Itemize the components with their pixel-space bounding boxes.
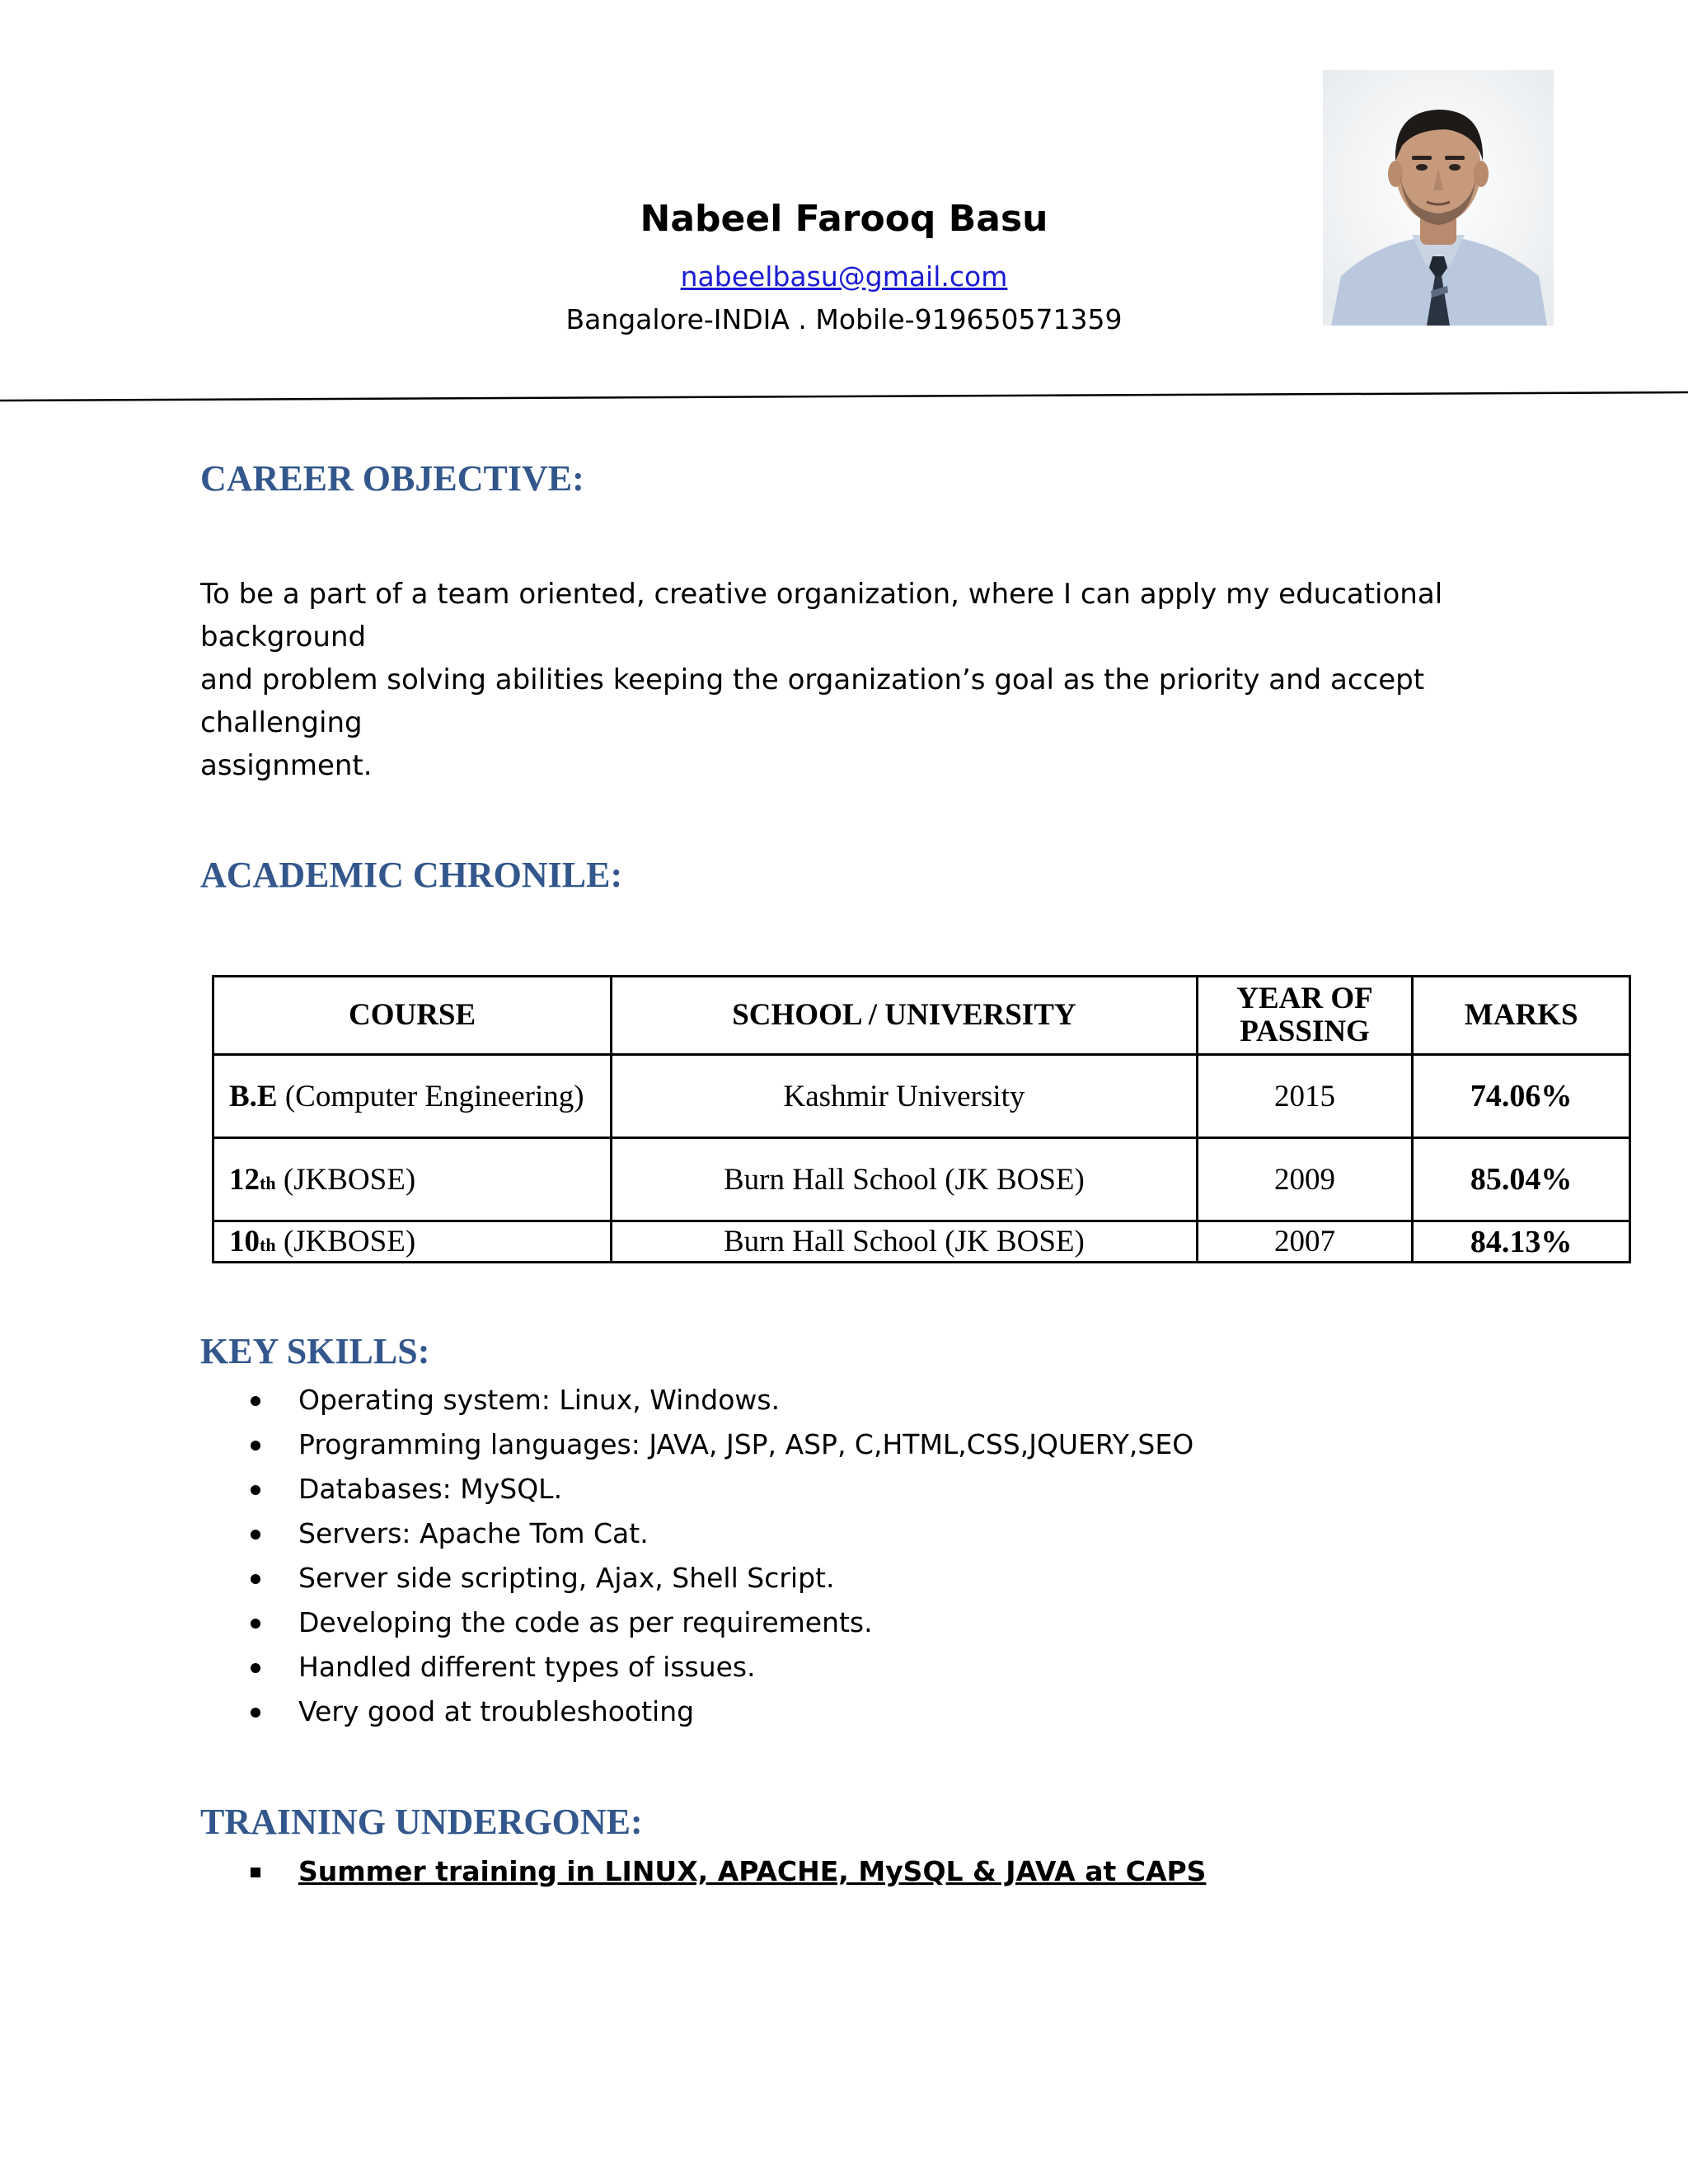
course-cell: 12th (JKBOSE)	[213, 1138, 612, 1221]
column-header-marks: MARKS	[1413, 977, 1630, 1055]
bullet-icon	[251, 1530, 260, 1540]
bullet-icon	[251, 1619, 260, 1629]
key-skills-list	[246, 1378, 1193, 1734]
training-heading: TRAINING UNDERGONE:	[200, 1802, 643, 1842]
marks-cell: 74.06%	[1413, 1055, 1630, 1138]
location-mobile: Bangalore-INDIA . Mobile-919650571359	[565, 303, 1123, 335]
training-list	[246, 1849, 1206, 1894]
marks-cell: 85.04%	[1413, 1138, 1630, 1221]
school-cell: Burn Hall School (JK BOSE)	[612, 1221, 1198, 1263]
objective-line: and problem solving abilities keeping the organization’s goal as the priority and accept challenging	[200, 663, 1425, 739]
candidate-name: Nabeel Farooq Basu	[640, 198, 1048, 240]
table-row	[213, 1055, 1630, 1138]
academic-heading: ACADEMIC CHRONILE:	[200, 855, 623, 895]
list-item: Developing the code as per requirements.	[246, 1601, 1193, 1645]
list-item: Programming languages: JAVA, JSP, ASP, C,HTML,CSS,JQUERY,SEO	[246, 1422, 1193, 1467]
bullet-icon	[251, 1396, 260, 1406]
course-cell: B.E (Computer Engineering)	[213, 1055, 612, 1138]
marks-cell: 84.13%	[1413, 1221, 1630, 1263]
column-header-school: SCHOOL / UNIVERSITY	[612, 977, 1198, 1055]
year-cell: 2009	[1197, 1138, 1413, 1221]
bullet-icon	[251, 1574, 260, 1584]
career-objective-text	[200, 573, 1503, 787]
list-item: Databases: MySQL.	[246, 1467, 1193, 1511]
bullet-icon	[251, 1708, 260, 1718]
email-link[interactable]: nabeelbasu@gmail.com	[680, 260, 1008, 293]
school-cell: Burn Hall School (JK BOSE)	[612, 1138, 1198, 1221]
bullet-icon	[251, 1663, 260, 1673]
objective-line: To be a part of a team oriented, creative organization, where I can apply my educational background	[200, 578, 1443, 654]
course-cell: 10th (JKBOSE)	[213, 1221, 612, 1263]
list-item: Summer training in LINUX, APACHE, MySQL & JAVA at CAPS	[246, 1849, 1206, 1894]
school-cell: Kashmir University	[612, 1055, 1198, 1138]
list-item: Servers: Apache Tom Cat.	[246, 1511, 1193, 1556]
table-header-row	[213, 977, 1630, 1055]
year-cell: 2007	[1197, 1221, 1413, 1263]
list-item: Operating system: Linux, Windows.	[246, 1378, 1193, 1422]
key-skills-heading: KEY SKILLS:	[200, 1331, 430, 1371]
table-row	[213, 1138, 1630, 1221]
academic-table	[212, 975, 1631, 1263]
list-item: Very good at troubleshooting	[246, 1690, 1193, 1734]
column-header-year: YEAR OF PASSING	[1197, 977, 1413, 1055]
table-row	[213, 1221, 1630, 1263]
square-bullet-icon	[251, 1868, 260, 1877]
bullet-icon	[251, 1441, 260, 1451]
column-header-course: COURSE	[213, 977, 612, 1055]
header-divider	[0, 387, 1688, 404]
list-item: Handled different types of issues.	[246, 1645, 1193, 1690]
bullet-icon	[251, 1485, 260, 1495]
profile-photo	[1323, 70, 1554, 326]
career-objective-heading: CAREER OBJECTIVE:	[200, 458, 584, 499]
list-item: Server side scripting, Ajax, Shell Script.	[246, 1556, 1193, 1601]
objective-line: assignment.	[200, 749, 373, 782]
year-cell: 2015	[1197, 1055, 1413, 1138]
